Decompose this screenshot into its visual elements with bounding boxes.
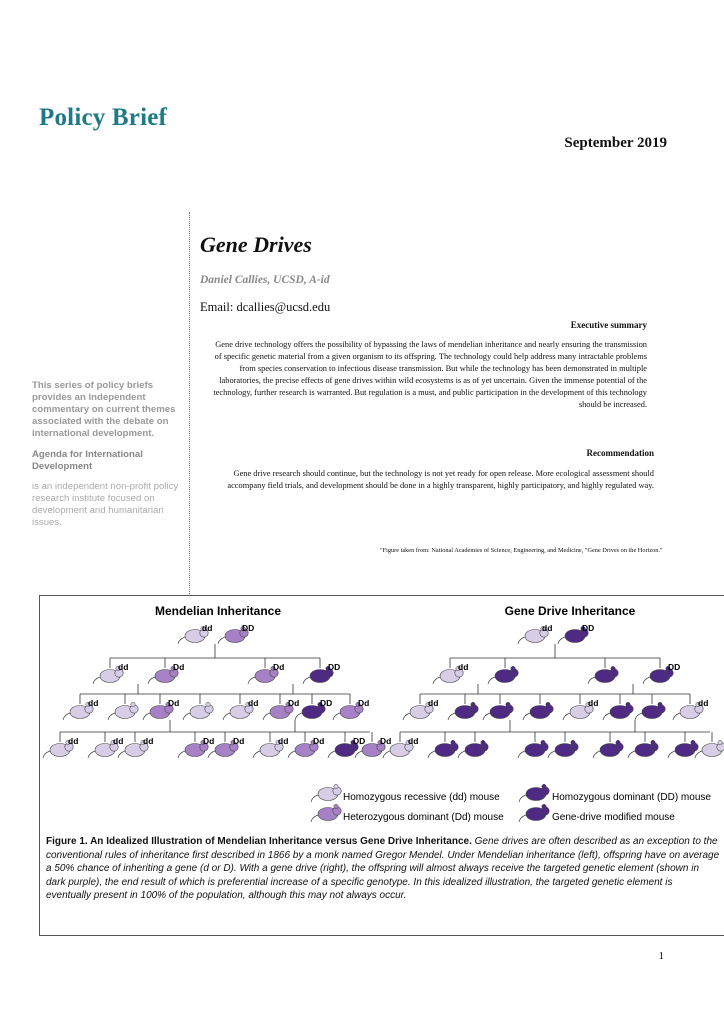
legend-heterozygous-label: Heterozygous dominant (Dd) mouse — [343, 812, 504, 823]
genotype-label: Dd — [313, 736, 325, 746]
recommendation-text: Gene drive research should continue, but the technology is not yet ready for open release. More ecological assessment should accompany field trials, and development should be done in a highly transparent, highly participatory, and highly regulated way. — [227, 469, 654, 490]
mouse-icon — [519, 784, 549, 802]
mouse-icon — [108, 702, 138, 720]
mouse-icon — [519, 784, 549, 802]
page-number: 1 — [658, 950, 664, 962]
figure-legend — [311, 784, 711, 823]
genotype-label: Dd — [273, 662, 285, 672]
brief-title: Policy Brief — [39, 104, 168, 131]
mouse-icon — [183, 702, 213, 720]
executive-summary-heading: Executive summary — [570, 320, 647, 330]
genotype-label: DD — [328, 662, 341, 672]
mouse-icon — [523, 702, 553, 720]
column-divider — [189, 212, 190, 594]
genotype-label: dd — [588, 698, 599, 708]
legend-modified-label: Gene-drive modified mouse — [552, 812, 675, 823]
gene-drive-title: Gene Drive Inheritance — [504, 604, 636, 618]
publication-date: September 2019 — [564, 135, 667, 151]
mouse-icon — [603, 702, 633, 720]
organization-description: is an independent non-profit policy research institute focused on development and humanitarian issues. — [32, 481, 179, 528]
genotype-label: dd — [202, 623, 213, 633]
genotype-label: Dd — [173, 662, 185, 672]
pedigree-trees — [43, 623, 724, 758]
genotype-label: Dd — [203, 736, 215, 746]
mouse-icon — [448, 702, 478, 720]
legend-dominant — [519, 784, 711, 803]
mouse-icon — [519, 804, 549, 822]
genotype-label: dd — [118, 662, 129, 672]
mouse-icon — [458, 740, 488, 758]
legend-modified — [519, 804, 675, 823]
genotype-label: DD — [242, 623, 255, 633]
mouse-icon — [635, 702, 665, 720]
figure-source-note: "Figure taken from: National Academies of Science, Engineering, and Medicine, "Gene Drives on the Horizon." — [380, 547, 663, 554]
genotype-label: Dd — [288, 698, 300, 708]
genotype-label: dd — [113, 736, 124, 746]
caption-body: Gene drives are often described as an exception to the conventional rules of inheritance first described in 1866 by a monk named Gregor Mendel. Under Mendelian inheritance (left), offspring have on average a 50% chance of inheriting a gene (d or D). With a gene drive (right), the offspring will almost always receive the targeted genetic element (shown in dark purple), the end result of which is preferential increase of a specific genotype. In this idealized illustration, the targeted genetic element is eventually present in 100% of the population, although this may not always occur. — [46, 836, 720, 901]
legend-heterozygous — [311, 804, 504, 823]
organization-name: Agenda for International Development — [32, 449, 143, 472]
genotype-label: Dd — [233, 736, 245, 746]
mendelian-title: Mendelian Inheritance — [154, 604, 282, 618]
genotype-label: dd — [698, 698, 709, 708]
author-email: Email: dcallies@ucsd.edu — [200, 300, 331, 314]
series-description: This series of policy briefs provides an independent commentary on current themes associated with the debate on international development. — [32, 380, 176, 439]
figure-caption — [46, 835, 720, 903]
mouse-icon — [548, 740, 578, 758]
genotype-label: dd — [408, 736, 419, 746]
mouse-icon — [519, 804, 549, 822]
mouse-icon — [518, 740, 548, 758]
genotype-label: Dd — [358, 698, 370, 708]
genotype-label: Dd — [168, 698, 180, 708]
genotype-label: DD — [668, 662, 681, 672]
sidebar — [32, 380, 184, 529]
genotype-label: dd — [428, 698, 439, 708]
inheritance-diagram — [40, 596, 724, 831]
genotype-label: dd — [143, 736, 154, 746]
document-title: Gene Drives — [200, 232, 312, 257]
recommendation-heading: Recommendation — [586, 448, 654, 458]
mouse-icon — [488, 666, 518, 684]
genotype-label: DD — [320, 698, 333, 708]
genotype-label: Dd — [380, 736, 392, 746]
caption-title: Figure 1. An Idealized Illustration of Mendelian Inheritance versus Gene Drive Inheritance. — [46, 836, 472, 847]
mouse-icon — [668, 740, 698, 758]
genotype-label: dd — [68, 736, 79, 746]
mouse-icon — [311, 784, 341, 802]
genotype-label: dd — [278, 736, 289, 746]
mouse-icon — [311, 804, 341, 822]
mouse-icon — [428, 740, 458, 758]
legend-dominant-label: Homozygous dominant (DD) mouse — [552, 792, 711, 803]
genotype-label: DD — [582, 623, 595, 633]
genotype-label: DD — [353, 736, 366, 746]
mouse-icon — [311, 804, 341, 822]
legend-recessive-label: Homozygous recessive (dd) mouse — [343, 792, 500, 803]
mouse-icon — [628, 740, 658, 758]
genotype-label: dd — [248, 698, 259, 708]
genotype-label: dd — [542, 623, 553, 633]
mouse-icon — [593, 740, 623, 758]
mouse-icon — [695, 740, 724, 758]
mouse-icon — [483, 702, 513, 720]
mouse-icon — [588, 666, 618, 684]
executive-summary-text: Gene drive technology offers the possibility of bypassing the laws of mendelian inheritance and nearly ensuring the transmission of specific genetic material from a given organism to its offspring. The technology could help address many intractable problems from species conservation to infectious disease transmission. But while the technology has been demonstrated in multiple laboratories, the precise effects of gene drives within wild ecosystems is as of yet uncertain. Given the immense potential of the technology, further research is warranted. But regulation is a must, and public participation in the development of this technology should be increased. — [213, 340, 647, 409]
genotype-label: dd — [88, 698, 99, 708]
legend-recessive — [311, 784, 500, 803]
genotype-label: dd — [458, 662, 469, 672]
mouse-icon — [311, 784, 341, 802]
author-line: Daniel Callies, UCSD, A-id — [200, 274, 330, 286]
